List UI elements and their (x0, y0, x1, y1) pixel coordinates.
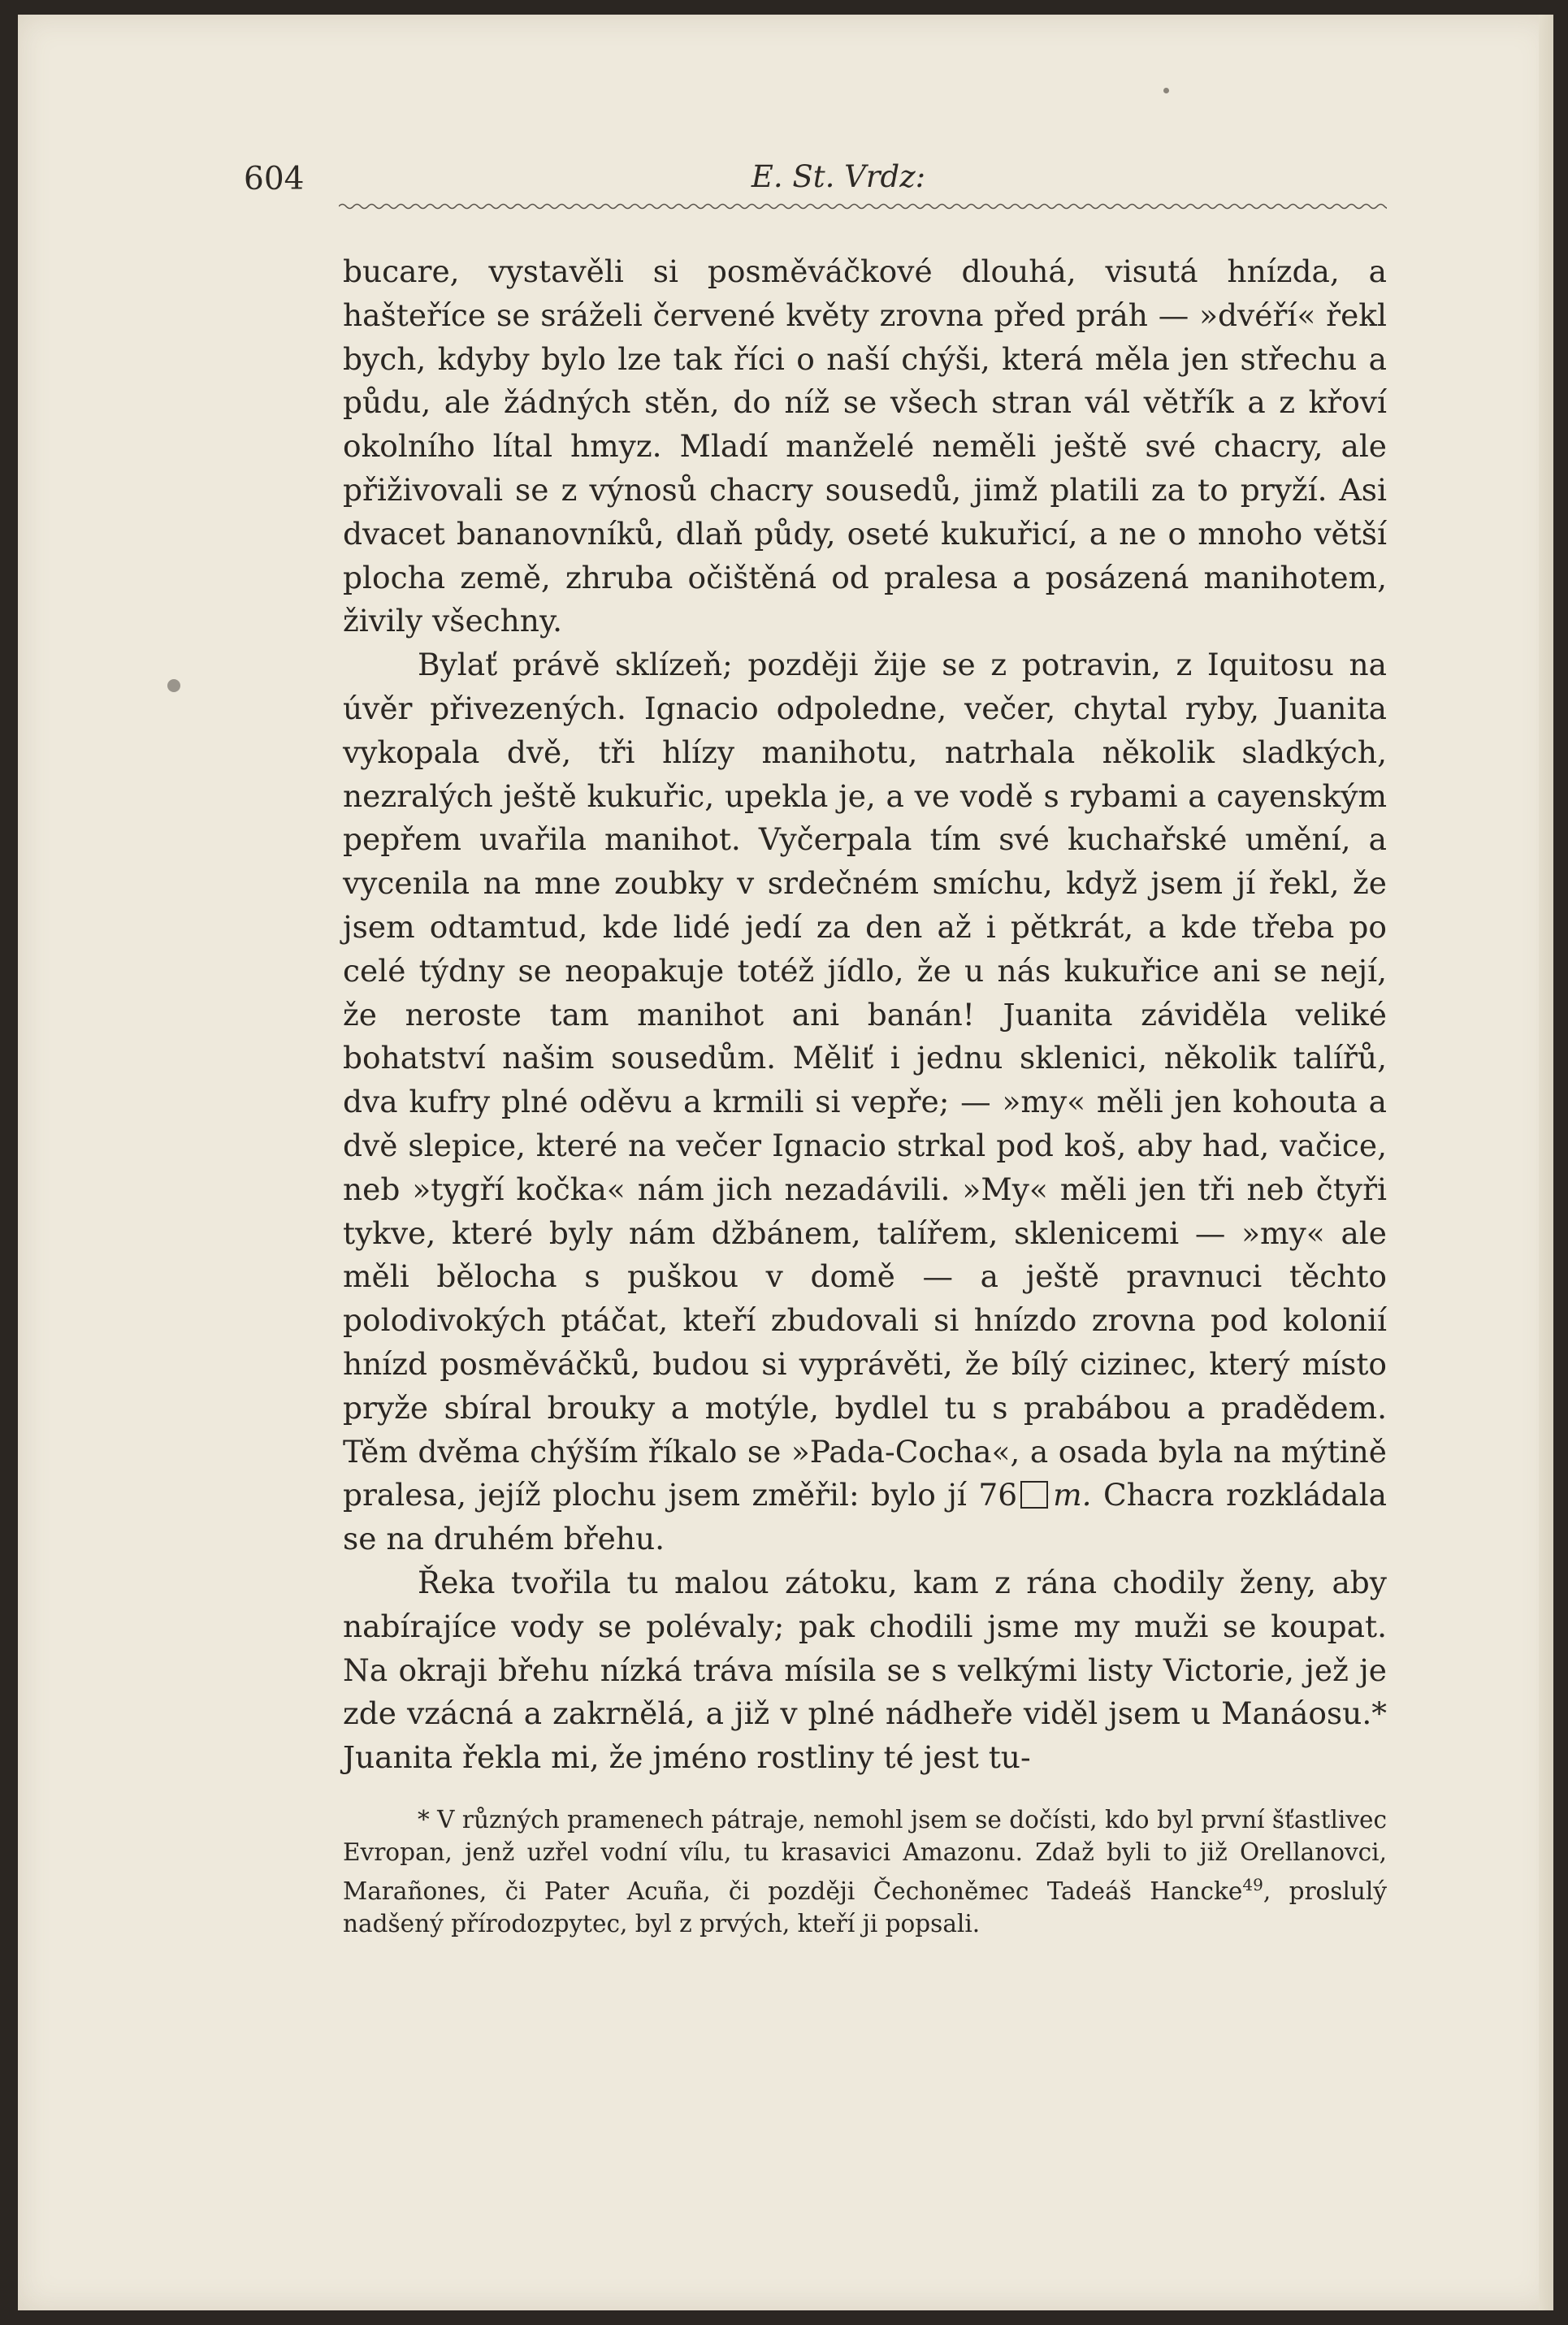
square-symbol-icon (1020, 1481, 1048, 1509)
running-head: E. St. Vrdz: (751, 159, 926, 194)
paragraph-2 (343, 643, 1387, 1561)
footnote-text: * V různých pramenech pátraje, nemohl jsem se dočísti, kdo byl první šťastlivec Evropan, jenž uzřel vodní vílu, tu krasavici Amazonu. Zdaž byli to již Orellanovci, Marañones, či Pater Acuña, či později Čechoněmec Tadeáš Hancke (343, 1806, 1387, 1905)
paragraph-2-end: Chacra rozkládala se na druhém břehu. (343, 1477, 1388, 1557)
page-speck (1163, 88, 1169, 93)
paragraph-1: bucare, vystavěli si posměváčkové dlouhá, visutá hnízda, a hašteříce se sráželi červené květy zrovna před práh — »dvéří« řekl bych, kdyby bylo lze tak říci o naší chýši, která měla jen střechu a půdu, ale žádných stěn, do níž se všech stran vál větřík a z křoví okolního lítal hmyz. Mladí manželé neměli ještě své chacry, ale přiživovali se z výnosů chacry sousedů, jimž platili za to pryží. Asi dvacet bananovníků, dlaň půdy, oseté kukuřicí, a ne o mnoho větší plocha země, zhruba očištěná od pralesa a posázená manihotem, živily všechny. (343, 253, 1387, 639)
footnote-text-end: , proslulý nadšený přírodozpytec, byl z prvých, kteří ji popsali. (343, 1877, 1387, 1938)
page-number: 604 (244, 161, 305, 197)
page-speck (167, 679, 180, 692)
paragraph-2-text: Bylať právě sklízeň; později žije se z potravin, z Iquitosu na úvěr přivezených. Ignacio odpoledne, večer, chytal ryby, Juanita vykopala dvě, tři hlízy manihotu, natrhala několik sladkých, nezralých ještě kukuřic, upekla je, a ve vodě s rybami a cayenským pepřem uvařila manihot. Vyčerpala tím své kuchařské umění, a vycenila na mne zoubky v srdečném smíchu, když jsem jí řekl, že jsem odtamtud, kde lidé jedí za den až i pětkrát, a kde třeba po celé týdny se neopakuje totéž jídlo, že u nás kukuřice ani se nejí, že neroste tam manihot ani banán! Juanita záviděla veliké bohatství našim sousedům. Měliť i jednu sklenici, několik talířů, dva kufry plné oděvu a krmili si vepře; — »my« měli jen kohouta a dvě slepice, které na večer Ignacio strkal pod koš, aby had, vačice, neb »tygří kočka« nám jich nezadávili. »My« měli jen tři neb čtyři tykve, které byly nám džbánem, talířem, sklenicemi — »my« ale měli bělocha s puškou v domě — a ještě pravnuci těchto polodivokých ptáčat, kteří zbudovali si hnízdo zrovna pod kolonií hnízd posměváčků, budou si vyprávěti, že bílý cizinec, který místo pryže sbíral brouky a motýle, bydlel tu s prabábou a pradědem. Těm dvěma chýším říkalo se »Pada-Cocha«, a osada byla na mýtině pralesa, jejíž plochu jsem změřil: bylo jí 76 (343, 647, 1387, 1513)
body-text (343, 250, 1387, 1780)
paragraph-3: Řeka tvořila tu malou zátoku, kam z rána chodily ženy, aby nabírajíce vody se polévaly; pak chodili jsme my muži se koupat. Na okraji břehu nízká tráva mísila se s velkými listy Victorie, jež je zde vzácná a zakrnělá, a již v plné nádheře viděl jsem u Manáosu.* Juanita řekla mi, že jméno rostliny té jest tu- (343, 1564, 1387, 1776)
book-page (18, 15, 1553, 2310)
area-unit: m. (1053, 1477, 1092, 1513)
footnote-ref-number: 49 (1242, 1875, 1263, 1894)
wavy-rule-divider (339, 200, 1387, 213)
page-edge (1539, 15, 1553, 2310)
footnote (343, 1803, 1387, 1940)
